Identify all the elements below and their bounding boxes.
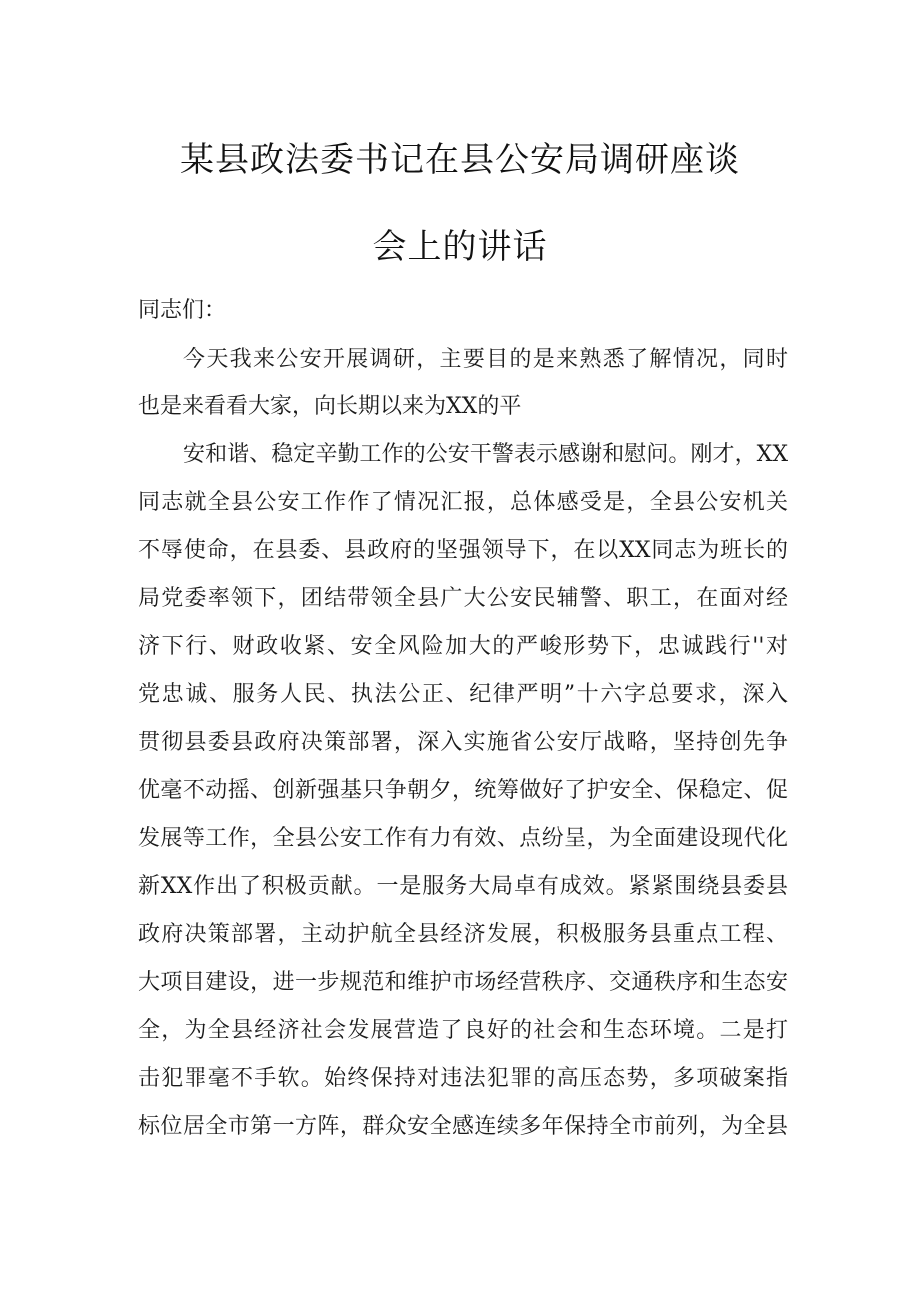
paragraph-line: 全，为全县经济社会发展营造了良好的社会和生态环境。二是打	[138, 1018, 788, 1043]
paragraph-line: 大项目建设，进一步规范和维护市场经营秩序、交通秩序和生态安	[138, 970, 788, 995]
paragraph-line: 安和谐、稳定辛勤工作的公安干警表示感谢和慰问。刚才，XX	[183, 442, 788, 467]
paragraph-line: 贯彻县委县政府决策部署，深入实施省公安厅战略，坚持创先争	[138, 730, 788, 755]
paragraph-line: 不辱使命，在县委、县政府的坚强领导下，在以XX同志为班长的	[138, 538, 788, 563]
paragraph-line: 优毫不动摇、创新强基只争朝夕，统筹做好了护安全、保稳定、促	[138, 778, 788, 803]
document-title-line-1: 某县政法委书记在县公安局调研座谈	[180, 140, 740, 180]
paragraph-line: 党忠诚、服务人民、执法公正、纪律严明”十六字总要求，深入	[138, 682, 788, 707]
paragraph-line: 标位居全市第一方阵，群众安全感连续多年保持全市前列，为全县	[138, 1114, 788, 1139]
salutation: 同志们：	[138, 298, 227, 323]
paragraph-line: 济下行、财政收紧、安全风险加大的严峻形势下，忠诚践行''对	[138, 634, 788, 659]
paragraph-line: 击犯罪毫不手软。始终保持对违法犯罪的高压态势，多项破案指	[138, 1066, 788, 1091]
document-title-line-2: 会上的讲话	[372, 227, 548, 267]
paragraph-line: 也是来看看大家，向长期以来为XX的平	[138, 394, 522, 419]
paragraph-line: 局党委率领下，团结带领全县广大公安民辅警、职工，在面对经	[138, 586, 788, 611]
paragraph-line: 今天我来公安开展调研，主要目的是来熟悉了解情况，同时	[183, 347, 788, 372]
paragraph-line: 发展等工作，全县公安工作有力有效、点纷呈，为全面建设现代化	[138, 826, 788, 851]
paragraph-line: 同志就全县公安工作作了情况汇报，总体感受是，全县公安机关	[138, 490, 788, 515]
paragraph-line: 政府决策部署，主动护航全县经济发展，积极服务县重点工程、	[138, 922, 788, 947]
paragraph-line: 新XX作出了积极贡献。一是服务大局卓有成效。紧紧围绕县委县	[138, 874, 788, 899]
